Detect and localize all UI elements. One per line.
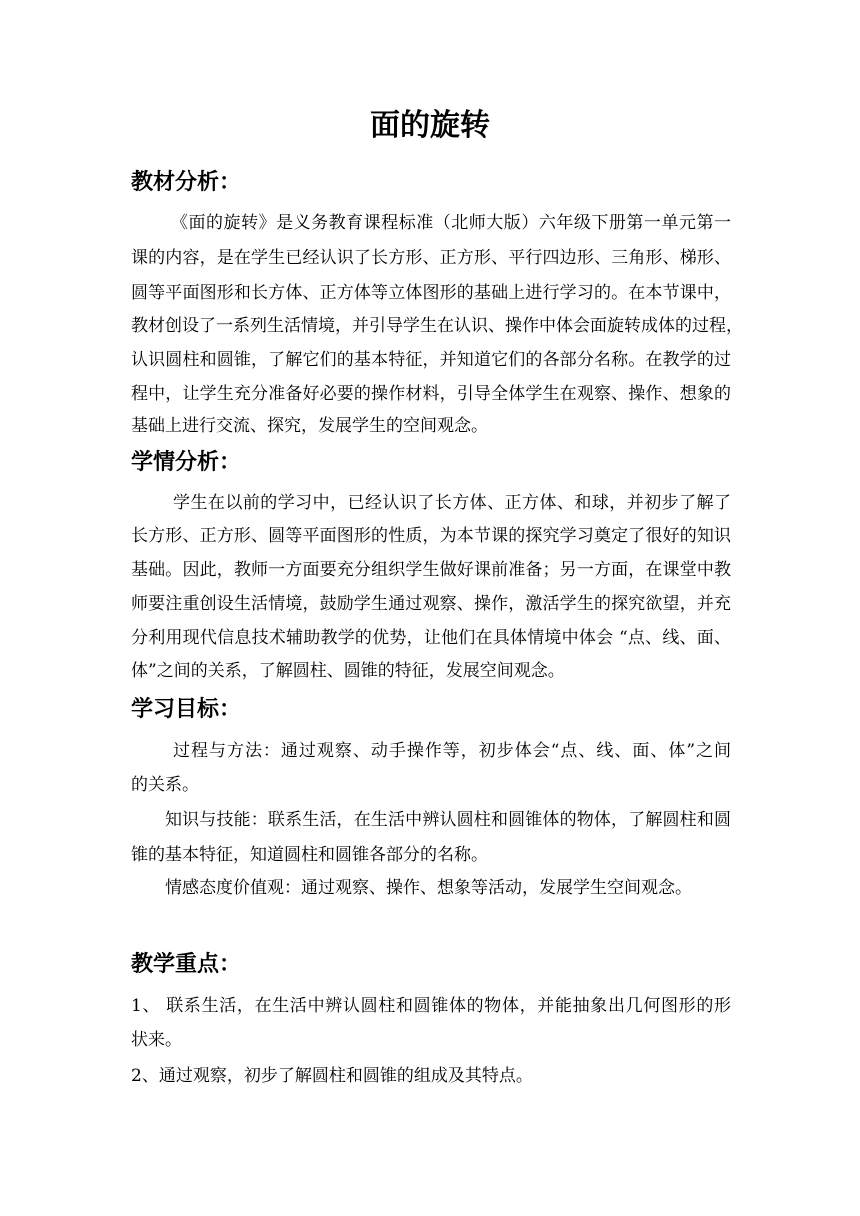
- paragraph-line: 学生在以前的学习中，已经认识了长方体、正方体、和球，并初步了解了: [173, 493, 731, 513]
- paragraph-line: 教材创设了一系列生活情境，并引导学生在认识、操作中体会面旋转成体的过程，: [131, 316, 743, 336]
- paragraph-line: 基础。因此，教师一方面要充分组织学生做好课前准备；另一方面，在课堂中教: [131, 560, 731, 580]
- section-heading-learning-objectives: 学习目标：: [131, 697, 242, 722]
- paragraph-line: 分利用现代信息技术辅助教学的优势，让他们在具体情境中体会 “点、线、面、: [131, 628, 731, 648]
- list-item: 1、 联系生活，在生活中辨认圆柱和圆锥体的物体，并能抽象出几何图形的形: [131, 996, 731, 1016]
- paragraph-line: 知识与技能：联系生活，在生活中辨认圆柱和圆锥体的物体，了解圆柱和圆: [165, 810, 731, 830]
- section-heading-learner-analysis: 学情分析：: [131, 450, 242, 475]
- paragraph-line: 体”之间的关系，了解圆柱、圆锥的特征，发展空间观念。: [131, 661, 565, 681]
- document-title: 面的旋转: [370, 108, 490, 143]
- paragraph-line: 基础上进行交流、探究，发展学生的空间观念。: [131, 416, 488, 436]
- paragraph-line: 课的内容，是在学生已经认识了长方形、正方形、平行四边形、三角形、梯形、: [131, 248, 731, 268]
- paragraph-line: 过程与方法：通过观察、动手操作等，初步体会“点、线、面、体”之间: [173, 741, 731, 761]
- paragraph-line: 程中，让学生充分准备好必要的操作材料，引导全体学生在观察、操作、想象的: [131, 384, 731, 404]
- paragraph-line: 师要注重创设生活情境，鼓励学生通过观察、操作，激活学生的探究欲望，并充: [131, 594, 731, 614]
- list-item: 2、通过观察，初步了解圆柱和圆锥的组成及其特点。: [131, 1066, 533, 1086]
- section-heading-textbook-analysis: 教材分析：: [131, 170, 242, 195]
- paragraph-line: 的关系。: [131, 775, 199, 795]
- paragraph-line: 长方形、正方形、圆等平面图形的性质，为本节课的探究学习奠定了很好的知识: [131, 526, 731, 546]
- paragraph-line: 锥的基本特征，知道圆柱和圆锥各部分的名称。: [131, 845, 488, 865]
- section-heading-teaching-focus: 教学重点：: [131, 952, 242, 977]
- paragraph-line: 圆等平面图形和长方体、正方体等立体图形的基础上进行学习的。在本节课中，: [131, 283, 731, 303]
- paragraph-line: 《面的旋转》是义务教育课程标准（北师大版）六年级下册第一单元第一: [171, 213, 731, 233]
- paragraph-line: 情感态度价值观：通过观察、操作、想象等活动，发展学生空间观念。: [165, 878, 692, 898]
- paragraph-line: 认识圆柱和圆锥，了解它们的基本特征，并知道它们的各部分名称。在教学的过: [131, 350, 731, 370]
- list-item-continuation: 状来。: [131, 1030, 182, 1050]
